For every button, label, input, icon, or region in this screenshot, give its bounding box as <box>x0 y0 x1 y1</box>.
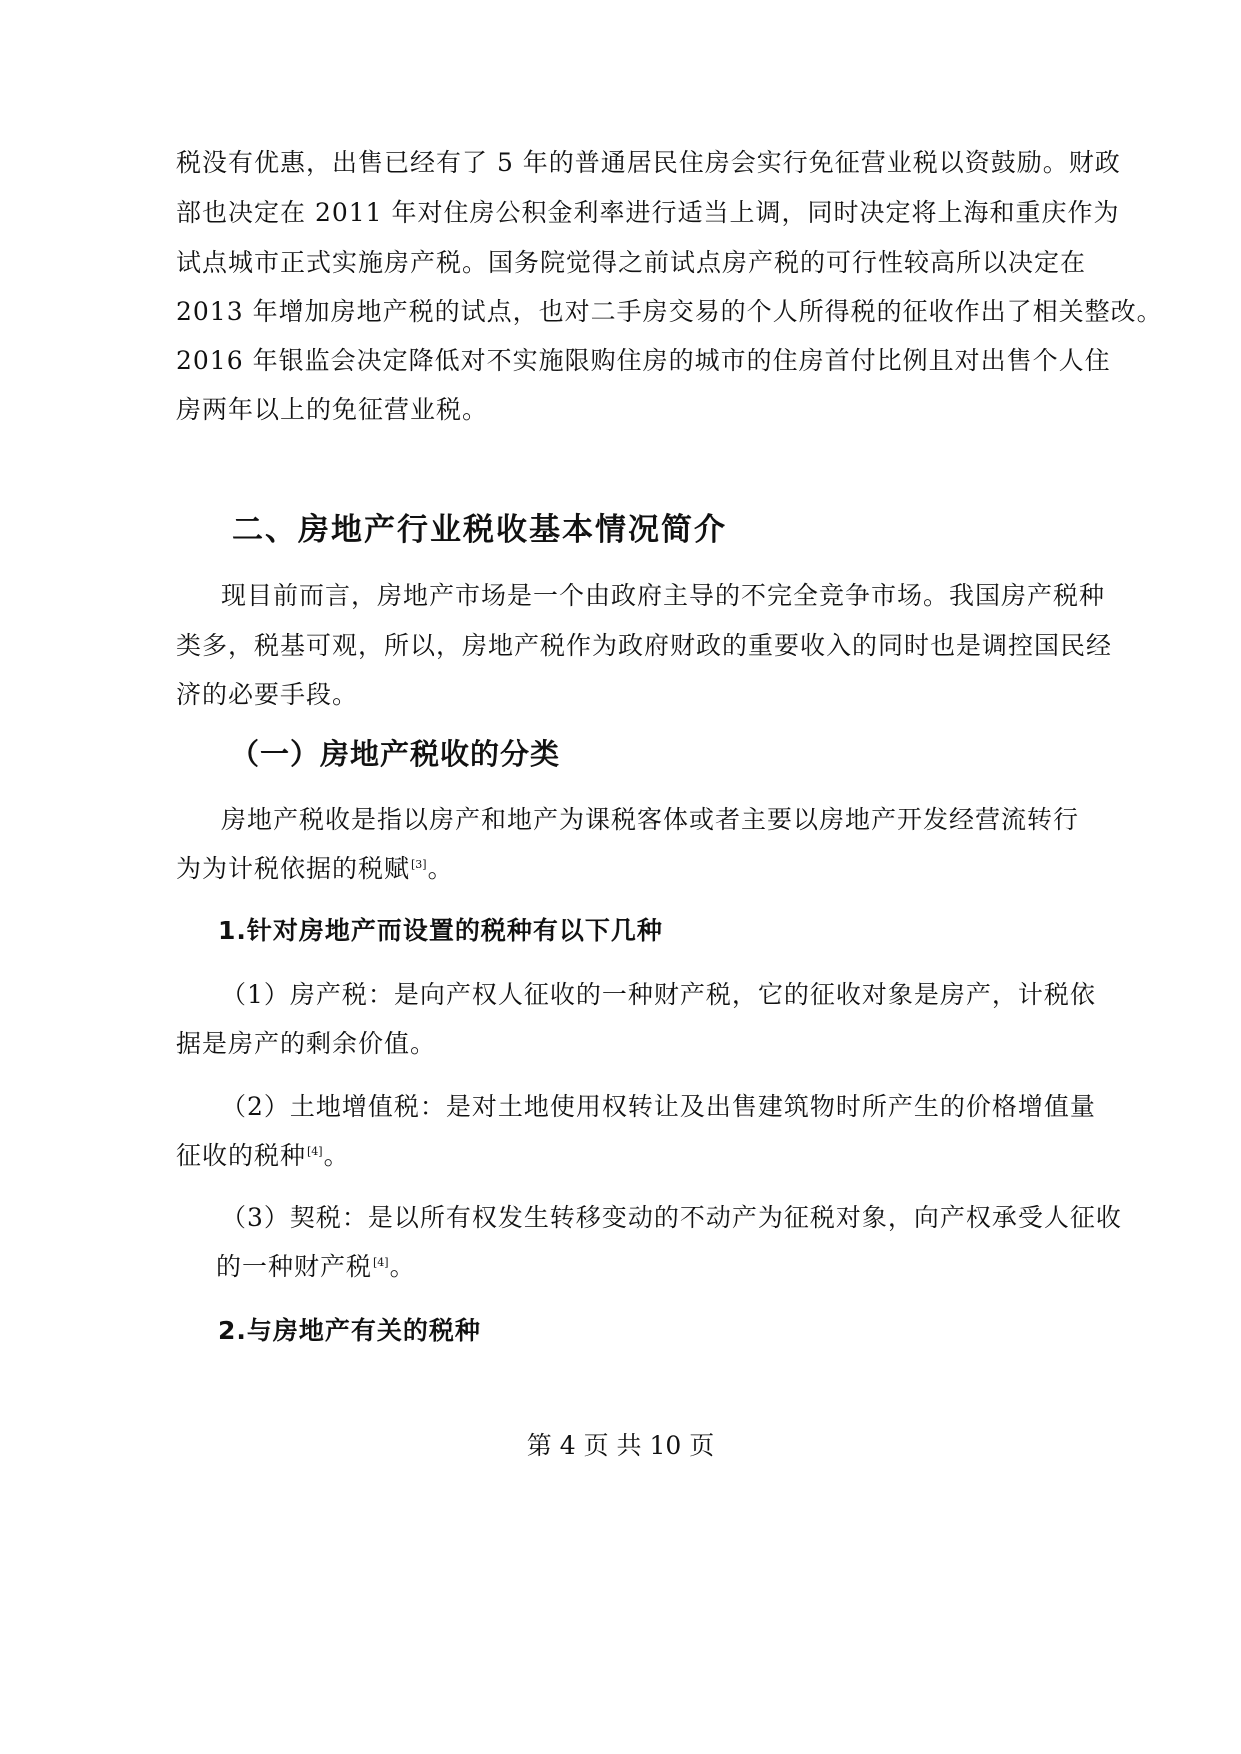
tax-1-line-1: （1）房产税：是向产权人征收的一种财产税，它的征收对象是房产，计税依 <box>221 980 1096 1009</box>
tax-1-line-2: 据是房产的剩余价值。 <box>176 1029 437 1058</box>
paragraph-2-line-3: 济的必要手段。 <box>176 680 359 709</box>
citation-ref: [4] <box>373 1256 389 1269</box>
tax-2-line-1: （2）土地增值税：是对土地使用权转让及出售建筑物时所产生的价格增值量 <box>221 1092 1096 1121</box>
paragraph-3-line-2-end: 。 <box>427 854 454 883</box>
paragraph-3-line-2-text: 为为计税依据的税赋 <box>176 854 411 883</box>
paragraph-1-line-1: 税没有优惠，出售已经有了 5 年的普通居民住房会实行免征营业税以资鼓励。财政 <box>176 148 1121 177</box>
paragraph-3-line-1: 房地产税收是指以房产和地产为课税客体或者主要以房地产开发经营流转行 <box>221 805 1080 834</box>
paragraph-2-line-2: 类多，税基可观，所以，房地产税作为政府财政的重要收入的同时也是调控国民经 <box>176 631 1113 660</box>
section-2-heading: 二、房地产行业税收基本情况简介 <box>232 512 727 548</box>
citation-ref: [4] <box>307 1145 323 1158</box>
subsection-1-heading: （一）房地产税收的分类 <box>230 737 561 771</box>
tax-2-line-2 <box>176 1143 350 1168</box>
tax-3-line-2-text: 的一种财产税 <box>216 1252 373 1281</box>
tax-3-line-2 <box>216 1254 416 1279</box>
paragraph-3-line-2 <box>176 856 454 881</box>
paragraph-1-line-5: 2016 年银监会决定降低对不实施限购住房的城市的住房首付比例且对出售个人住 <box>176 346 1111 375</box>
citation-ref: [3] <box>411 858 427 871</box>
paragraph-2-line-1: 现目前而言，房地产市场是一个由政府主导的不完全竞争市场。我国房产税种 <box>221 581 1106 610</box>
page-footer: 第 4 页 共 10 页 <box>526 1431 715 1460</box>
tax-3-line-2-end: 。 <box>389 1252 416 1281</box>
paragraph-1-line-6: 房两年以上的免征营业税。 <box>176 395 489 424</box>
tax-2-line-2-end: 。 <box>323 1141 350 1170</box>
paragraph-1-line-2: 部也决定在 2011 年对住房公积金利率进行适当上调，同时决定将上海和重庆作为 <box>176 198 1120 227</box>
tax-2-line-2-text: 征收的税种 <box>176 1141 307 1170</box>
tax-3-line-1: （3）契税：是以所有权发生转移变动的不动产为征税对象，向产权承受人征收 <box>221 1203 1122 1232</box>
item-2-heading: 2.与房地产有关的税种 <box>218 1316 481 1345</box>
paragraph-1-line-3: 试点城市正式实施房产税。国务院觉得之前试点房产税的可行性较高所以决定在 <box>176 248 1087 277</box>
item-1-heading: 1.针对房地产而设置的税种有以下几种 <box>218 916 663 945</box>
paragraph-1-line-4: 2013 年增加房地产税的试点，也对二手房交易的个人所得税的征收作出了相关整改。 <box>176 297 1163 326</box>
